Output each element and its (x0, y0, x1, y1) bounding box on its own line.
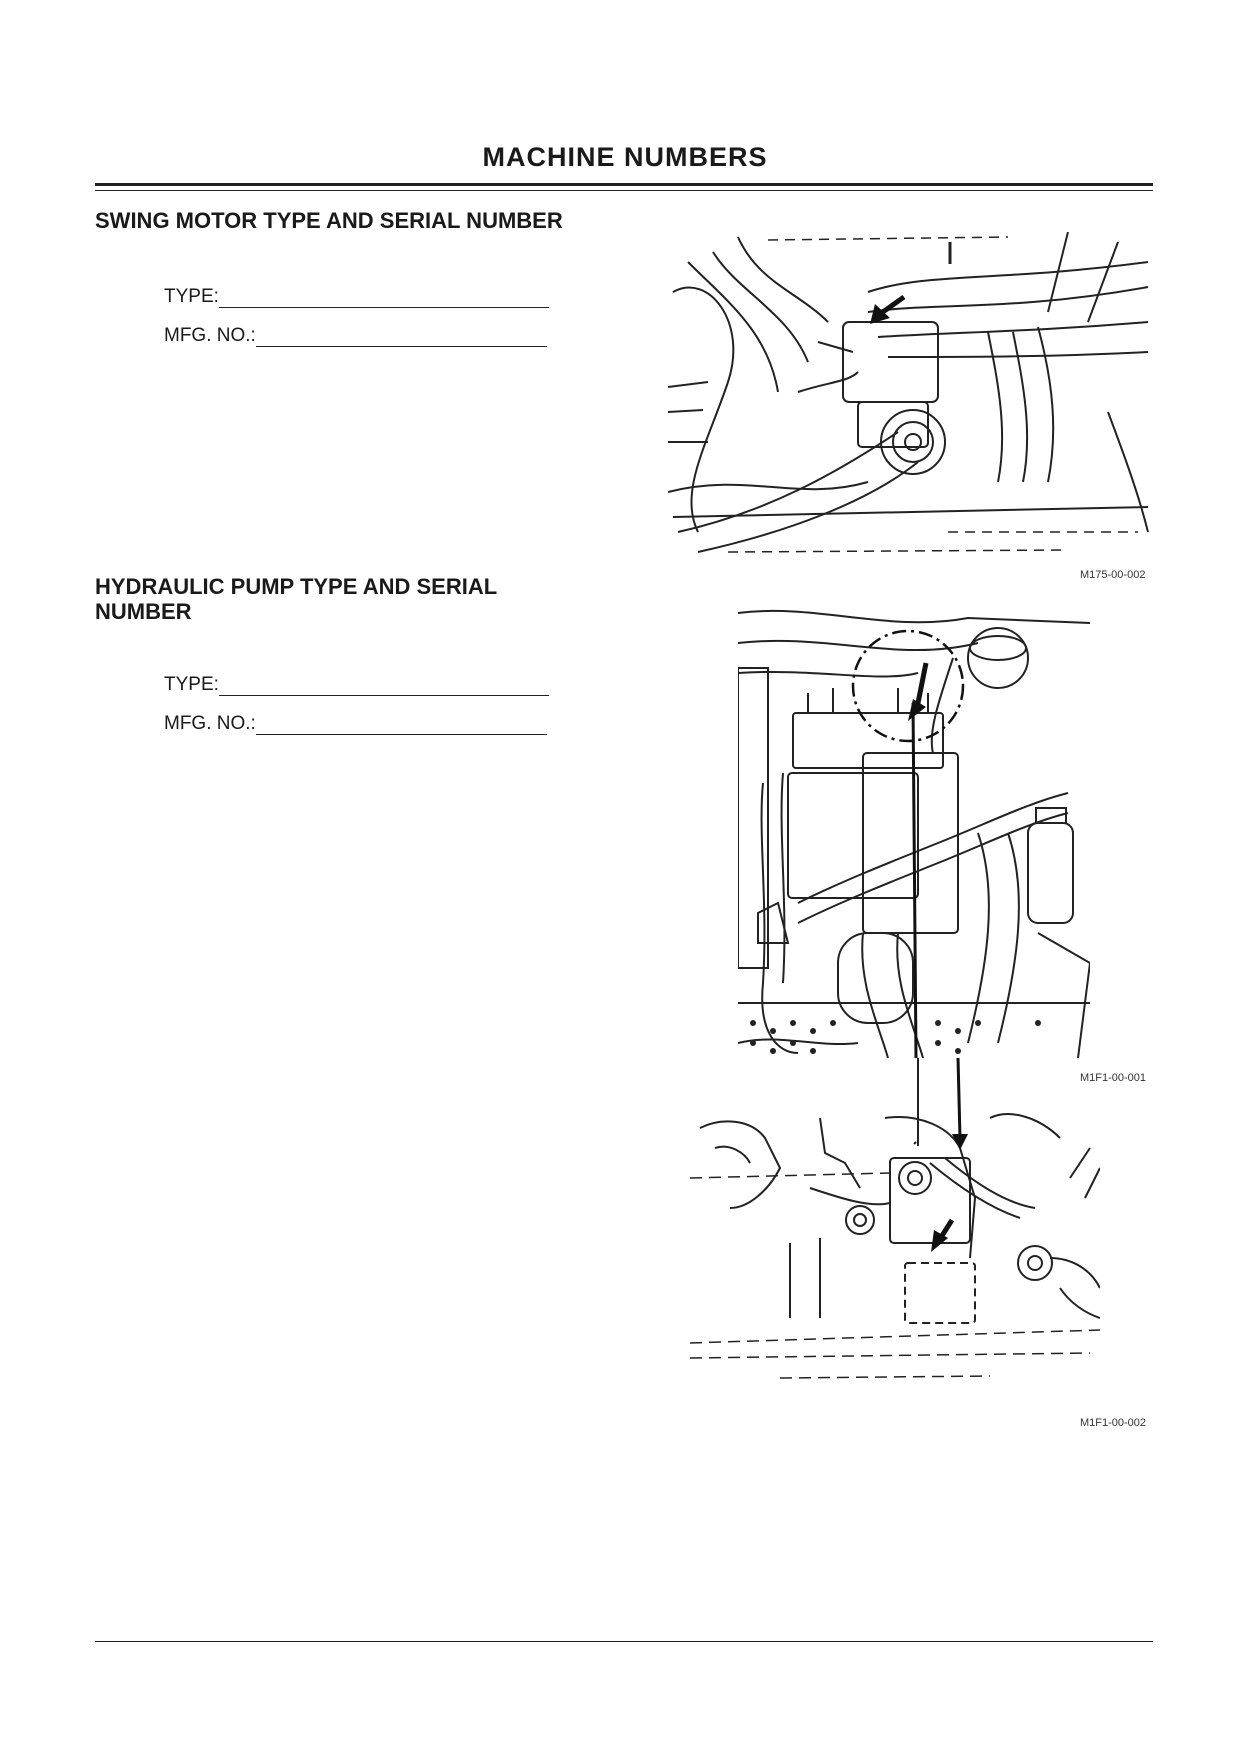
title-rule-thin (95, 190, 1153, 191)
swing-motor-mfg-field (164, 325, 547, 347)
hydraulic-pump-heading-line1: HYDRAULIC PUMP TYPE AND SERIAL (95, 574, 498, 599)
swing-motor-type-line (219, 289, 549, 308)
hydraulic-pump-heading-line2: NUMBER (95, 599, 192, 624)
swing-motor-figure-caption: M175-00-002 (1080, 569, 1146, 581)
title-rule-thick (95, 183, 1153, 186)
hydraulic-pump-figure-1-caption: M1F1-00-001 (1080, 1072, 1147, 1084)
swing-motor-heading: SWING MOTOR TYPE AND SERIAL NUMBER (95, 208, 563, 233)
hydraulic-pump-heading (95, 574, 497, 624)
page-title: MACHINE NUMBERS (482, 142, 768, 172)
swing-motor-mfg-line (256, 328, 547, 347)
hydraulic-pump-type-field (164, 674, 549, 696)
swing-motor-figure (668, 232, 1153, 562)
hydraulic-pump-mfg-label: MFG. NO.: (164, 713, 256, 734)
hydraulic-pump-type-line (219, 677, 549, 696)
swing-motor-type-field (164, 286, 549, 308)
footer-rule (95, 1641, 1153, 1642)
hydraulic-pump-type-label: TYPE: (164, 674, 219, 695)
hydraulic-pump-mfg-line (256, 716, 547, 735)
hydraulic-pump-figure-2 (690, 1058, 1100, 1416)
hydraulic-pump-figure-1 (738, 603, 1090, 1058)
swing-motor-mfg-label: MFG. NO.: (164, 325, 256, 346)
hydraulic-pump-mfg-field (164, 713, 547, 735)
swing-motor-type-label: TYPE: (164, 286, 219, 307)
hydraulic-pump-figure-2-caption: M1F1-00-002 (1080, 1417, 1147, 1429)
